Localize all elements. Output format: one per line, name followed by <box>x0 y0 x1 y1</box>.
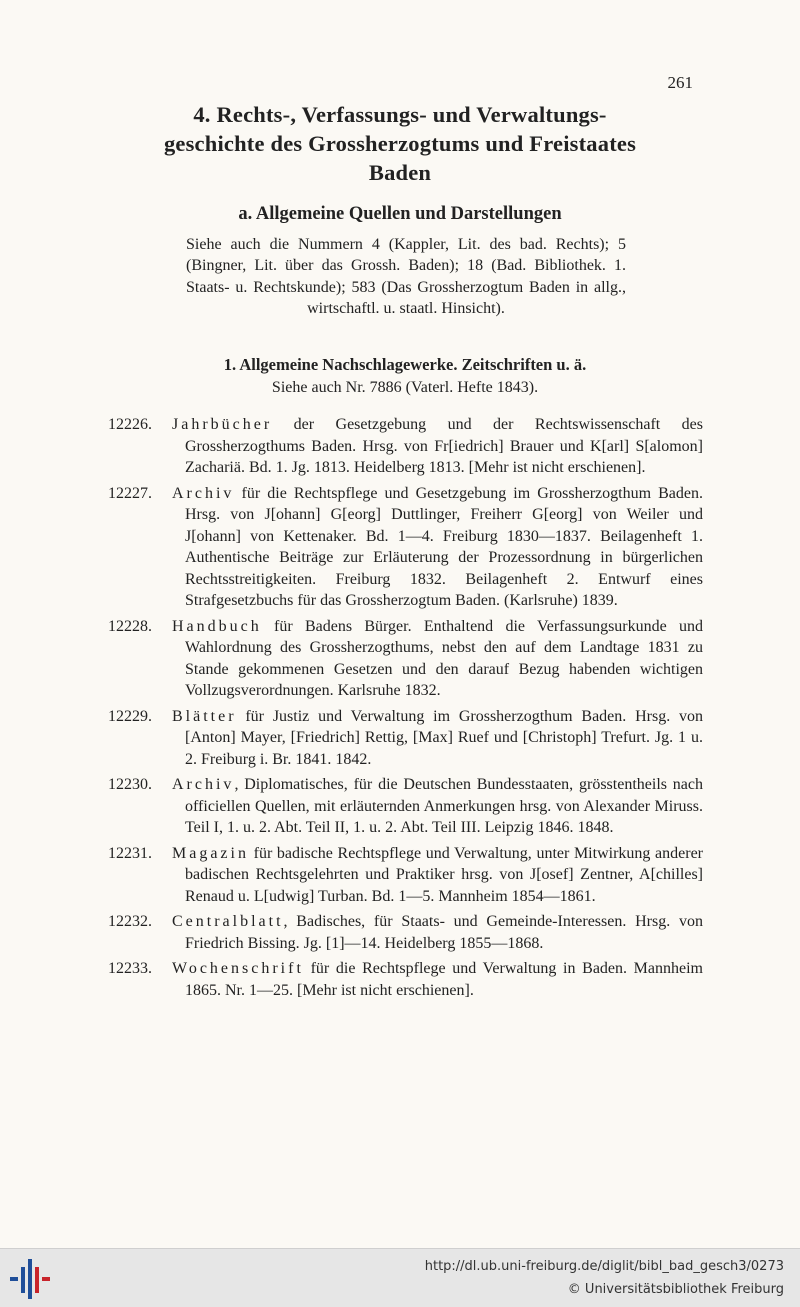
entry-number: 12231. <box>108 844 152 862</box>
entry-body: , Diplomatisches, für die Deutschen Bundesstaaten, grösstentheils nach officiellen Quellen, mit erläuternden Anmerkungen hrsg. von Alexander Miruss. Teil I, 1. u. 2. Abt. Teil II, 1. u. 2. Abt. Teil III. Leipzig 1846. 1848. <box>185 776 703 836</box>
entry-keyword: Blätter <box>172 707 237 725</box>
subsection-see-also: Siehe auch Nr. 7886 (Vaterl. Hefte 1843). <box>271 379 539 396</box>
entry-text <box>172 774 703 839</box>
entry-keyword: Handbuch <box>172 617 262 635</box>
entry-text <box>172 843 703 908</box>
entry-text <box>172 414 703 479</box>
entry-body: für badische Rechtspflege und Verwaltung, unter Mitwirkung anderer badischen Rechtsgelehrten und Praktiker hrsg. von J[osef] Zentner, A[chilles] Renaud u. L[udwig] Turban. Bd. 1—5. Mannheim 1854—1861. <box>185 844 703 905</box>
entry-number: 12226. <box>108 416 152 433</box>
bibliography-entry <box>0 958 800 1001</box>
entry-text <box>172 483 703 612</box>
entry-keyword: Archiv <box>172 776 235 793</box>
bibliography-entry <box>0 706 800 771</box>
page-number: 261 <box>667 73 693 92</box>
bibliography-entry <box>0 414 800 479</box>
subsection-heading: 1. Allgemeine Nachschlagewerke. Zeitschriften u. ä. <box>223 355 587 374</box>
entry-number: 12227. <box>108 484 152 502</box>
viewer-footer <box>0 1248 800 1307</box>
chapter-title-line: 4. Rechts-, Verfassungs- und Verwaltungs- <box>193 102 607 127</box>
entry-number: 12229. <box>108 707 152 725</box>
bibliography-entry <box>0 616 800 702</box>
entry-number: 12230. <box>108 776 152 793</box>
entry-number: 12232. <box>108 913 152 930</box>
chapter-title <box>100 100 700 187</box>
section-subtitle: a. Allgemeine Quellen und Darstellungen <box>238 204 562 224</box>
bibliography-entry <box>0 774 800 839</box>
entry-text <box>172 911 703 954</box>
entry-keyword: Jahrbücher <box>172 416 273 433</box>
bibliography-entry <box>0 843 800 908</box>
entry-text <box>172 616 703 702</box>
entry-number: 12233. <box>108 960 152 977</box>
entry-number: 12228. <box>108 617 152 635</box>
entry-keyword: Archiv <box>172 484 235 502</box>
entry-body: , Badisches, für Staats- und Gemeinde-Interessen. Hrsg. von Friedrich Bissing. Jg. [1]—14. Heidelberg 1855—1868. <box>185 913 703 952</box>
bibliography-entry <box>0 911 800 954</box>
entry-keyword: Magazin <box>172 844 249 862</box>
bibliography-list <box>0 414 800 1005</box>
entry-body: für Badens Bürger. Enthaltend die Verfassungsurkunde und Wahlordnung des Grossherzogthums, nebst den auf dem Landtage 1831 zu Stande gekommenen Gesetzen und den darauf Bezug habenden wichtigen Vollzugsverordnungen. Karlsruhe 1832. <box>185 617 703 699</box>
entry-text <box>172 958 703 1001</box>
entry-body: der Gesetzgebung und der Rechtswissenschaft des Grossherzogthums Baden. Hrsg. von Fr[iedrich] Brauer und K[arl] S[alomon] Zachariä. Bd. 1. Jg. 1813. Heidelberg 1813. [Mehr ist nicht erschienen]. <box>185 416 703 476</box>
library-logo-icon <box>8 1257 52 1301</box>
chapter-title-line: Baden <box>368 160 432 185</box>
document-url-link[interactable]: http://dl.ub.uni-freiburg.de/diglit/bibl_bad_gesch3/0273 <box>424 1259 784 1274</box>
copyright-notice: © Universitätsbibliothek Freiburg <box>567 1282 784 1297</box>
entry-body: für die Rechtspflege und Gesetzgebung im Grossherzogthum Baden. Hrsg. von J[ohann] G[eorg] Duttlinger, Freiherr G[eorg] von Weiler und J[ohann] von Kettenaker. Bd. 1—4. Freiburg 1830—1837. Beilagenheft 1. Authentische Beiträge zur Erläuterung der Prozessordnung in bürgerlichen Rechtsstreitigkeiten. Freiburg 1832. Beilagenheft 2. Entwurf eines Strafgesetzbuchs für das Grossherzogtum Baden. (Karlsruhe) 1839. <box>185 484 703 609</box>
entry-body: für die Rechtspflege und Verwaltung in Baden. Mannheim 1865. Nr. 1—25. [Mehr ist nicht erschienen]. <box>185 960 703 999</box>
entry-body: für Justiz und Verwaltung im Grossherzogthum Baden. Hrsg. von [Anton] Mayer, [Friedrich] Rettig, [Max] Ruef und [Christoph] Trefurt. Jg. 1 u. 2. Freiburg i. Br. 1841. 1842. <box>185 707 703 768</box>
entry-keyword: Centralblatt <box>172 913 284 930</box>
see-also-note: Siehe auch die Nummern 4 (Kappler, Lit. des bad. Rechts); 5 (Bingner, Lit. über das Grossh. Baden); 18 (Bad. Bibliothek. 1. Staats- u. Rechtskunde); 583 (Das Grossherzogtum Baden in allg., wirtschaftl. u. staatl. Hinsicht). <box>186 236 626 318</box>
entry-text <box>172 706 703 771</box>
entry-keyword: Wochenschrift <box>172 960 304 977</box>
bibliography-entry <box>0 483 800 612</box>
chapter-title-line: geschichte des Grossherzogtums und Freistaates <box>163 131 637 156</box>
